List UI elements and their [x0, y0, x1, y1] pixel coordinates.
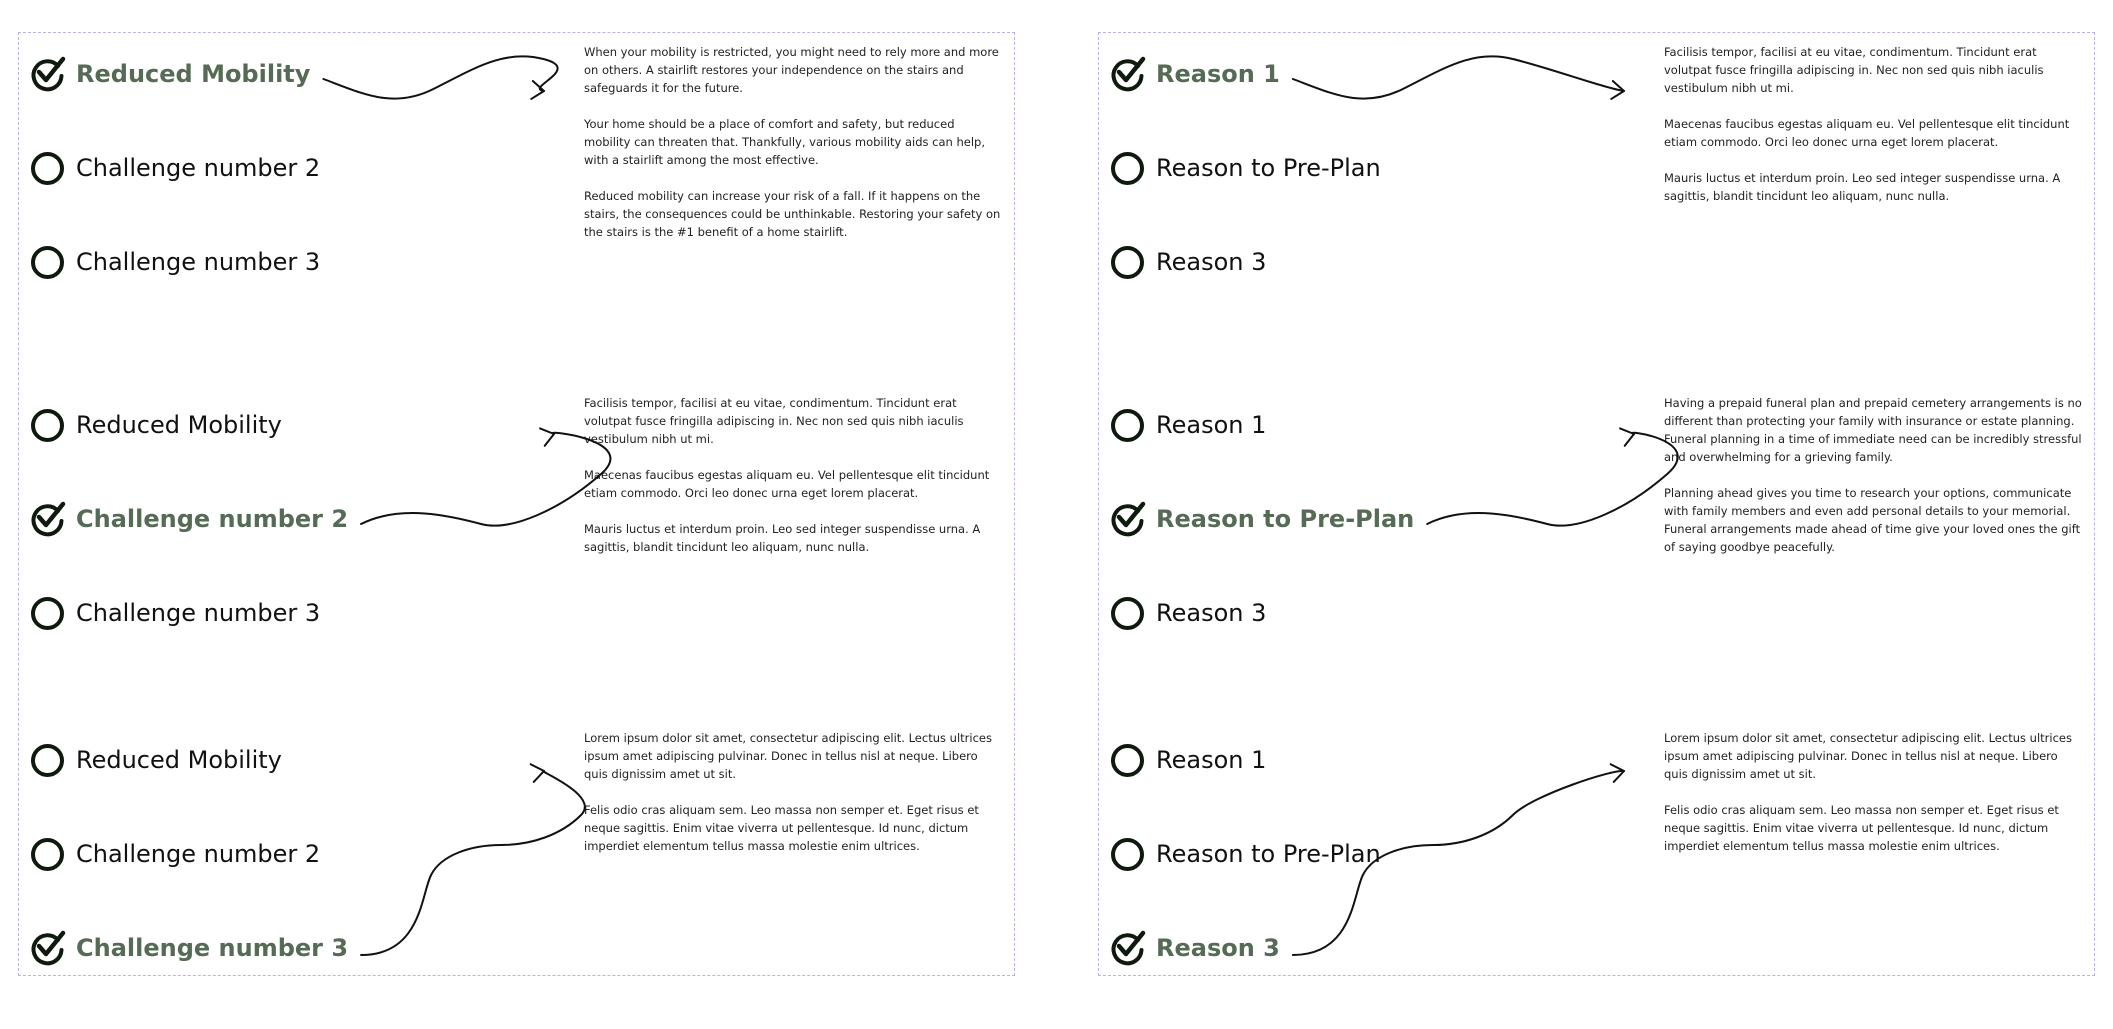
circle-icon [31, 597, 64, 630]
option-label: Reason 1 [1156, 60, 1280, 88]
option-label: Reduced Mobility [76, 411, 282, 439]
option-label: Reason 3 [1156, 599, 1267, 627]
left-block-3-option-2[interactable] [31, 832, 320, 876]
description-paragraph: When your mobility is restricted, you might need to rely more and more on others. A stairlift restores your independence on the stairs and safeguards it for the future. [584, 45, 999, 95]
option-label: Challenge number 3 [76, 934, 349, 962]
option-label: Reason 3 [1156, 934, 1280, 962]
left-block-2 [19, 384, 1014, 694]
description-paragraph: Maecenas faucibus egestas aliquam eu. Vel pellentesque elit tincidunt etiam commodo. Orci leo donec urna eget lorem placerat. [1664, 117, 2070, 149]
option-label: Challenge number 2 [76, 505, 349, 533]
left-block-2-description [584, 394, 1002, 574]
description-paragraph: Facilisis tempor, facilisi at eu vitae, condimentum. Tincidunt erat volutpat fusce fringilla adipiscing in. Nec non sed quis nibh iaculis vestibulum nibh ut mi. [1664, 45, 2044, 95]
check-circle-icon [1109, 500, 1147, 538]
right-block-3-description [1664, 729, 2082, 873]
panel-right [1098, 32, 2095, 976]
left-block-1-option-2[interactable] [31, 146, 320, 190]
circle-icon [1111, 744, 1144, 777]
left-block-2-option-1[interactable] [31, 403, 282, 447]
circle-icon [1111, 246, 1144, 279]
option-label: Challenge number 3 [76, 599, 321, 627]
description-paragraph: Planning ahead gives you time to research your options, communicate with family members and even add personal details to your memorial. Funeral arrangements made ahead of time give your loved ones the gift of saying goodbye peacefully. [1664, 486, 2081, 554]
left-block-2-option-3[interactable] [31, 591, 320, 635]
circle-icon [1111, 152, 1144, 185]
option-label: Reason 1 [1156, 411, 1267, 439]
circle-icon [31, 744, 64, 777]
right-block-1-option-2[interactable] [1111, 146, 1381, 190]
left-block-3-option-1[interactable] [31, 738, 282, 782]
check-circle-icon [1109, 55, 1147, 93]
option-label: Reason to Pre-Plan [1156, 505, 1415, 533]
circle-icon [1111, 409, 1144, 442]
left-block-3 [19, 719, 1014, 1029]
description-paragraph: Mauris luctus et interdum proin. Leo sed integer suspendisse urna. A sagittis, blandit tincidunt leo aliquam, nunc nulla. [584, 522, 981, 554]
description-paragraph: Mauris luctus et interdum proin. Leo sed integer suspendisse urna. A sagittis, blandit tincidunt leo aliquam, nunc nulla. [1664, 171, 2061, 203]
option-label: Challenge number 2 [76, 840, 321, 868]
right-block-1-description [1664, 43, 2082, 223]
right-block-1-option-3[interactable] [1111, 240, 1266, 284]
right-block-3-option-2[interactable] [1111, 832, 1381, 876]
option-label: Reduced Mobility [76, 60, 311, 88]
left-block-1 [19, 33, 1014, 343]
right-block-1 [1099, 33, 2094, 343]
description-paragraph: Lorem ipsum dolor sit amet, consectetur adipiscing elit. Lectus ultrices ipsum amet adipiscing pulvinar. Donec in tellus nisl at neque. Libero quis dignissim amet ut sit. [1664, 731, 2072, 781]
option-label: Reason 1 [1156, 746, 1267, 774]
left-block-2-option-2[interactable] [31, 497, 348, 541]
option-label: Reason to Pre-Plan [1156, 154, 1381, 182]
circle-icon [31, 152, 64, 185]
option-label: Reduced Mobility [76, 746, 282, 774]
left-block-1-option-1[interactable] [31, 52, 310, 96]
description-paragraph: Facilisis tempor, facilisi at eu vitae, condimentum. Tincidunt erat volutpat fusce fringilla adipiscing in. Nec non sed quis nibh iaculis vestibulum nibh ut mi. [584, 396, 964, 446]
right-block-3 [1099, 719, 2094, 1029]
description-paragraph: Maecenas faucibus egestas aliquam eu. Vel pellentesque elit tincidunt etiam commodo. Orci leo donec urna eget lorem placerat. [584, 468, 990, 500]
check-circle-icon [29, 500, 67, 538]
right-block-2 [1099, 384, 2094, 694]
option-label: Reason to Pre-Plan [1156, 840, 1381, 868]
option-label: Challenge number 3 [76, 248, 321, 276]
circle-icon [31, 409, 64, 442]
right-block-3-option-3[interactable] [1111, 926, 1280, 970]
description-paragraph: Having a prepaid funeral plan and prepaid cemetery arrangements is no different than protecting your family with insurance or estate planning. Funeral planning in a time of immediate need can be incredibly stressful and overwhelming for a grieving family. [1664, 396, 2082, 464]
left-block-3-description [584, 729, 1002, 873]
check-circle-icon [1109, 929, 1147, 967]
description-paragraph: Felis odio cras aliquam sem. Leo massa non semper et. Eget risus et neque sagittis. Enim vitae viverra ut pellentesque. Id nunc, dictum imperdiet elementum tellus massa molestie enim ultrices. [584, 803, 979, 853]
panel-left [18, 32, 1015, 976]
check-circle-icon [29, 929, 67, 967]
right-block-2-option-1[interactable] [1111, 403, 1266, 447]
option-label: Challenge number 2 [76, 154, 321, 182]
circle-icon [1111, 597, 1144, 630]
left-block-1-option-3[interactable] [31, 240, 320, 284]
circle-icon [31, 246, 64, 279]
left-block-3-option-3[interactable] [31, 926, 348, 970]
circle-icon [1111, 838, 1144, 871]
right-block-1-option-1[interactable] [1111, 52, 1280, 96]
right-block-2-option-3[interactable] [1111, 591, 1266, 635]
description-paragraph: Lorem ipsum dolor sit amet, consectetur adipiscing elit. Lectus ultrices ipsum amet adipiscing pulvinar. Donec in tellus nisl at neque. Libero quis dignissim amet ut sit. [584, 731, 992, 781]
right-block-2-description [1664, 394, 2082, 574]
right-block-2-option-2[interactable] [1111, 497, 1414, 541]
circle-icon [31, 838, 64, 871]
option-label: Reason 3 [1156, 248, 1267, 276]
description-paragraph: Reduced mobility can increase your risk of a fall. If it happens on the stairs, the consequences could be unthinkable. Restoring your safety on the stairs is the #1 benefit of a home stairlift. [584, 189, 1001, 239]
check-circle-icon [29, 55, 67, 93]
description-paragraph: Your home should be a place of comfort and safety, but reduced mobility can threaten that. Thankfully, various mobility aids can help, with a stairlift among the most effective. [584, 117, 986, 167]
left-block-1-description [584, 43, 1002, 259]
right-block-3-option-1[interactable] [1111, 738, 1266, 782]
description-paragraph: Felis odio cras aliquam sem. Leo massa non semper et. Eget risus et neque sagittis. Enim vitae viverra ut pellentesque. Id nunc, dictum imperdiet elementum tellus massa molestie enim ultrices. [1664, 803, 2059, 853]
